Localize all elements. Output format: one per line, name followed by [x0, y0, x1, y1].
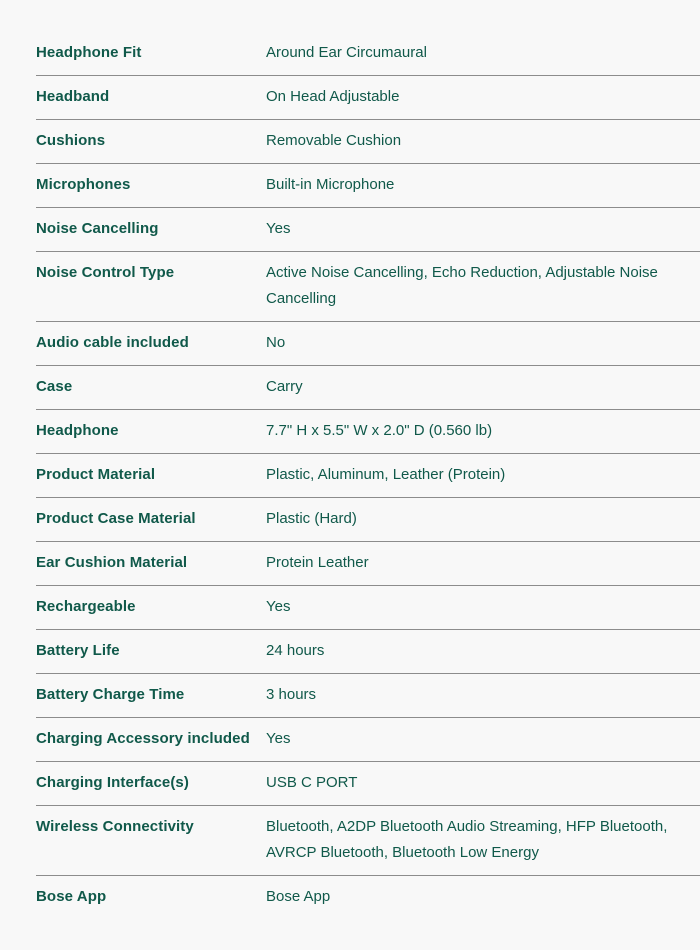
- spec-label: Noise Control Type: [36, 264, 175, 281]
- spec-value: 24 hours: [266, 642, 325, 659]
- spec-label: Rechargeable: [36, 598, 136, 615]
- spec-row-battery-life: [36, 630, 700, 674]
- spec-label: Headphone: [36, 422, 119, 439]
- spec-value: Built-in Microphone: [266, 176, 395, 193]
- spec-value: Protein Leather: [266, 554, 369, 571]
- spec-label: Charging Interface(s): [36, 774, 189, 791]
- spec-row-charging-interface: [36, 762, 700, 806]
- spec-value: No: [266, 334, 286, 351]
- spec-row-microphones: [36, 164, 700, 208]
- spec-row-headphone-fit: [36, 32, 700, 76]
- spec-row-product-material: [36, 454, 700, 498]
- spec-value: Bluetooth, A2DP Bluetooth Audio Streaming, HFP Bluetooth, AVRCP Bluetooth, Bluetooth Low Energy: [266, 818, 668, 861]
- spec-label: Battery Charge Time: [36, 686, 185, 703]
- spec-value: Yes: [266, 220, 291, 237]
- spec-label: Product Case Material: [36, 510, 196, 527]
- spec-row-headband: [36, 76, 700, 120]
- spec-label: Case: [36, 378, 73, 395]
- spec-row-charging-accessory: [36, 718, 700, 762]
- spec-value: Plastic, Aluminum, Leather (Protein): [266, 466, 506, 483]
- spec-row-cushions: [36, 120, 700, 164]
- spec-value: Bose App: [266, 888, 331, 905]
- spec-row-bose-app: [36, 876, 700, 920]
- spec-label: Headphone Fit: [36, 44, 142, 61]
- spec-label: Ear Cushion Material: [36, 554, 188, 571]
- spec-row-audio-cable: [36, 322, 700, 366]
- spec-value: Carry: [266, 378, 303, 395]
- spec-label: Cushions: [36, 132, 106, 149]
- spec-value: Plastic (Hard): [266, 510, 357, 527]
- spec-label: Microphones: [36, 176, 131, 193]
- spec-value: On Head Adjustable: [266, 88, 400, 105]
- spec-label: Bose App: [36, 888, 107, 905]
- spec-label: Noise Cancelling: [36, 220, 159, 237]
- spec-value: USB C PORT: [266, 774, 358, 791]
- spec-row-battery-charge-time: [36, 674, 700, 718]
- spec-row-ear-cushion-material: [36, 542, 700, 586]
- spec-label: Audio cable included: [36, 334, 189, 351]
- spec-value: Removable Cushion: [266, 132, 402, 149]
- spec-value: Yes: [266, 730, 291, 747]
- spec-label: Charging Accessory included: [36, 730, 250, 747]
- spec-value: Yes: [266, 598, 291, 615]
- spec-row-product-case-material: [36, 498, 700, 542]
- specifications-table: [36, 32, 700, 920]
- spec-row-noise-control-type: [36, 252, 700, 322]
- spec-value: 7.7" H x 5.5" W x 2.0" D (0.560 lb): [266, 422, 493, 439]
- spec-label: Wireless Connectivity: [36, 818, 194, 835]
- spec-row-wireless-connectivity: [36, 806, 700, 876]
- spec-row-headphone-dimensions: [36, 410, 700, 454]
- spec-row-rechargeable: [36, 586, 700, 630]
- spec-label: Product Material: [36, 466, 156, 483]
- spec-value: Active Noise Cancelling, Echo Reduction, Adjustable Noise Cancelling: [266, 264, 658, 307]
- spec-row-noise-cancelling: [36, 208, 700, 252]
- spec-value: 3 hours: [266, 686, 317, 703]
- spec-row-case: [36, 366, 700, 410]
- spec-label: Headband: [36, 88, 110, 105]
- spec-value: Around Ear Circumaural: [266, 44, 427, 61]
- spec-label: Battery Life: [36, 642, 120, 659]
